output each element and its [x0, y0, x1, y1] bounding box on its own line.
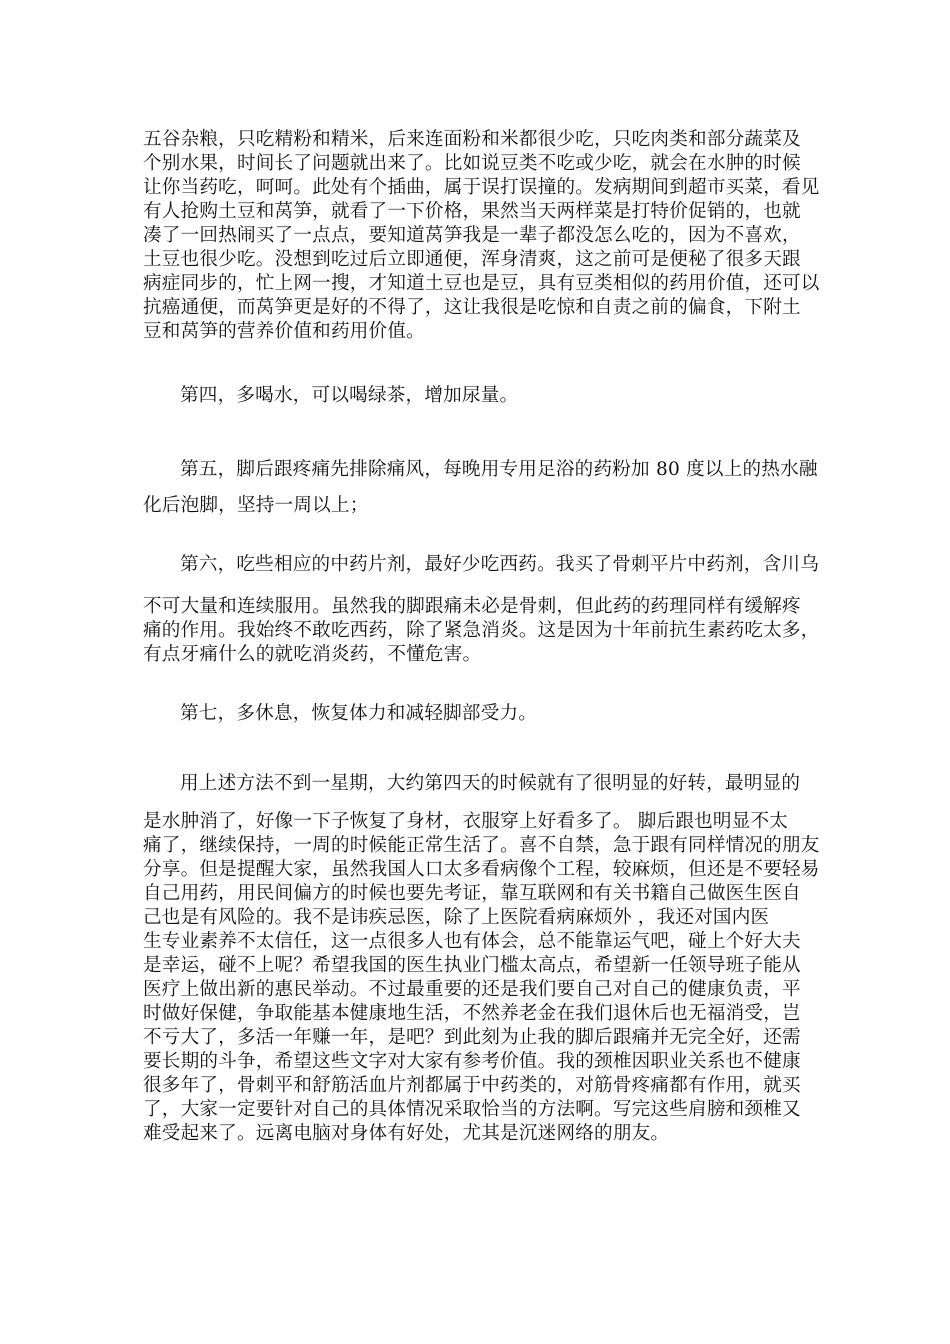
text-line: 分享。但是提醒大家，虽然我国人口太多看病像个工程，较麻烦，但还是不要轻易 [143, 859, 820, 880]
text-line: 不可大量和连续服用。虽然我的脚跟痛未必是骨刺，但此药的药理同样有缓解疼 [143, 596, 801, 617]
text-line: 痛了，继续保持，一周的时候能正常生活了。喜不自禁，急于跟有同样情况的朋友 [143, 835, 820, 856]
text-line: 是幸运，碰不上呢？希望我国的医生执业门槛太高点，希望新一任领导班子能从 [143, 955, 801, 976]
text-line: 不亏大了，多活一年赚一年，是吧？到此刻为止我的脚后跟痛并无完全好，还需 [143, 1027, 801, 1048]
text-line: 第六，吃些相应的中药片剂，最好少吃西药。我买了骨刺平片中药剂，含川乌 [180, 554, 819, 575]
text-line: 痛的作用。我始终不敢吃西药，除了紧急消炎。这是因为十年前抗生素药吃太多， [143, 620, 820, 641]
text-line: 第四，多喝水，可以喝绿茶，增加尿量。 [180, 385, 519, 406]
text-line: 难受起来了。远离电脑对身体有好处，尤其是沉迷网络的朋友。 [143, 1123, 670, 1144]
text-line: 五谷杂粮，只吃精粉和精米，后来连面粉和米都很少吃，只吃肉类和部分蔬菜及 [143, 129, 801, 150]
text-line: 医疗上做出新的惠民举动。不过最重要的还是我们要自己对自己的健康负责，平 [143, 979, 801, 1000]
text-line: 己也是有风险的。我不是讳疾忌医，除了上医院看病麻烦外 ，我还对国内医 [143, 907, 770, 928]
text-line: 自己用药，用民间偏方的时候也要先考证，靠互联网和有关书籍自己做医生医自 [143, 883, 801, 904]
text-line: 有点牙痛什么的就吃消炎药，不懂危害。 [143, 644, 482, 665]
text-line: 个别水果，时间长了问题就出来了。比如说豆类不吃或少吃，就会在水肿的时候 [143, 153, 801, 174]
text-line: 凑了一回热闹买了一点点，要知道莴笋我是一辈子都没怎么吃的，因为不喜欢， [143, 225, 801, 246]
text-line: 病症同步的，忙上网一搜，才知道土豆也是豆，具有豆类相似的药用价值，还可以 [143, 273, 820, 294]
text-line: 抗癌通便，而莴笋更是好的不得了，这让我很是吃惊和自责之前的偏食，下附土 [143, 297, 801, 318]
text-line: 要长期的斗争，希望这些文字对大家有参考价值。我的颈椎因职业关系也不健康 [143, 1051, 801, 1072]
text-line: 第五，脚后跟疼痛先排除痛风，每晚用专用足浴的药粉加 80 度以上的热水融 [180, 459, 818, 480]
text-line: 土豆也很少吃。没想到吃过后立即通便，浑身清爽，这之前可是便秘了很多天跟 [143, 249, 801, 270]
text-line: 了，大家一定要针对自己的具体情况采取恰当的方法啊。写完这些肩膀和颈椎又 [143, 1099, 801, 1120]
text-line: 很多年了，骨刺平和舒筋活血片剂都属于中药类的，对筋骨疼痛都有作用，就买 [143, 1075, 801, 1096]
text-line: 豆和莴笋的营养价值和药用价值。 [143, 321, 425, 342]
text-line: 让你当药吃，呵呵。此处有个插曲，属于误打误撞的。发病期间到超市买菜，看见 [143, 177, 820, 198]
text-line: 有人抢购土豆和莴笋，就看了一下价格，果然当天两样菜是打特价促销的，也就 [143, 201, 801, 222]
text-line: 用上述方法不到一星期，大约第四天的时候就有了很明显的好转，最明显的 [180, 773, 801, 794]
text-line: 第七，多休息，恢复体力和减轻脚部受力。 [180, 703, 538, 724]
text-line: 生专业素养不太信任，这一点很多人也有体会，总不能靠运气吧，碰上个好大夫 [143, 931, 801, 952]
text-line: 时做好保健，争取能基本健康地生活，不然养老金在我们退休后也无福消受，岂 [143, 1003, 801, 1024]
text-line: 化后泡脚，坚持一周以上； [143, 495, 369, 516]
text-line: 是水肿消了，好像一下子恢复了身材，衣服穿上好看多了。 脚后跟也明显不太 [143, 811, 789, 832]
